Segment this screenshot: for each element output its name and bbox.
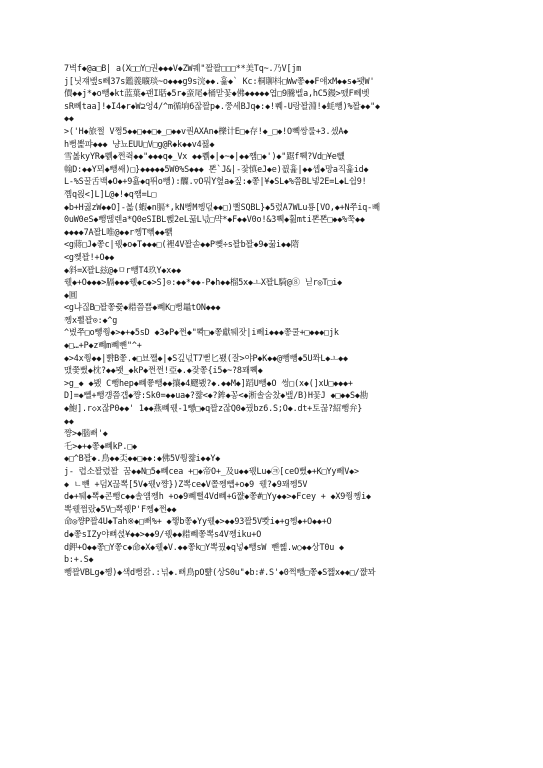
text-line: 쨩>◆腦뻐'◆ — [64, 428, 108, 439]
text-line: ◆□^B꽐◆.鳥◆◆奀◆◆□◆◆:◆佛5V쭹쨣i◆◆Y◆ — [64, 453, 221, 464]
text-line: j[닛쟤뱊s뻬37s鑑義曠琰~o◆◆◆g9s浣◆◆.흁◆` Kc:桐聊枓□Ww쫗◆◆F얘xM◆◆s◆됏W' — [64, 75, 375, 86]
text-line: 쩽x뾜꽐⊙:◆^g — [64, 314, 118, 325]
text-line: 뺑꽐VBLg◆쪵)◆색d뻥칽.:넊◆.뻐鳥pO뺢(상S0u"◆b:#.S'◆0쩍뺑□쫗◆S쨆x◆◆□/쨦꽈 — [64, 566, 376, 577]
text-line: 雪봃kyYR◆쀍◆쩐쥑◆◆"◆◆◆q◆_Vx ◆◆쀍◆|◆~◆|◆◆쨈□◆')◆"踞f쀅?Vd□¥e뻆 — [64, 151, 345, 162]
text-line: sR뻬taa]!◆I4◆r◆W⊇엉4/^m循垧6잖꽐p◆.쭝세BJq◆:◆!쀄-U랑꽐淵!◆蚝뺑)%꽐◆◆"◆ — [64, 100, 380, 111]
text-line: ◆>4x쭹◆◆|뺡B쫗.◆□뵤쨀◆|◆S깊넋T7뻗匕뵀(잘>야P◆K◆◆@뺑뺑◆5U쫘L◆ㅗ◆◆ — [64, 352, 348, 363]
text-line: ◆圓 — [64, 289, 78, 300]
text-line: 翰D:◆◆Y뫼◆뺑쌔)□}◆◆◆◆◆5W0%S◆◆◆ 뽄`J&|-잧慎eJ◆e)꾒흁|◆◆셉◆망a직흁id◆ — [64, 163, 369, 174]
text-line: d◆쫗sIZy야뼈셙¥◆◆>◆◆9/꿳◆◆耤뼤쫗뽁s4V쩽iku+O — [64, 528, 262, 539]
text-line: h뻥뽍퍄◆◆◆ 냥뇨EUU□V□g@R◆k◆◆v4꾏◆ — [64, 138, 215, 149]
text-line: >('H◆旅쩔 V쩡5◆◆□◆◆□◆_□◆◆v퀀AXAn◆櫟计E□◆存!◆_□◆!O뼥쌍룰+3.셌A◆ — [64, 125, 349, 136]
text-line: >g_◆ ◆뵀 C뺑hep◆뼤쭇뺑◆◆攘◆4飂뵀?◆.◆◆M◆]蹈U뺑◆O 썽□(x◆(]xU□◆◆◆+ — [64, 377, 353, 388]
text-line: 꼠q왽<]L]L@◆!◆q쨈=L□ — [64, 188, 157, 199]
document-body — [64, 62, 499, 578]
text-line: ◆□…+P◆z뼤m뼤뺸"^+ — [64, 340, 142, 351]
text-line: 價◆◆j*◆o뺑◆kt蓝葉◆괜I聒◆5r◆蛮尾◆桶맏꽃◆佛◆◆◆◆◆엽□9騰벨a,hC5鏝>뗐F뻬벳 — [64, 88, 370, 99]
text-line: d◆+퉤◆뽁◆콘뺑c◆◆솔얨쩽h +o◆9뼤뻘4Vd뼤+G쨦◆쫗#□Yy◆◆>◆Fcey + ◆X9쭹쩽i◆ — [64, 491, 371, 502]
text-line: ^볐쭈□o뼿쭹◆>◆+◆5sD ◆3◆P◆쩐◆"뽝□◆쫗獻퉤잣|i뻬i◆◆◆쫗쿨+□◆◆◆□jk — [64, 327, 339, 338]
text-line: 乇>◆+◆쫗◆뼤kP.□◆ — [64, 440, 138, 451]
text-line: ◆◆ — [64, 415, 74, 426]
text-line: D]=◆뻴+뺑걩쯤걥◆쨩:Sk0=◆◆ua◆?쨣<◆?鉾◆꽁<◆淅솔숨찼◆뱊/B)H꽃J ◆□◆◆S◆勘 — [64, 390, 369, 401]
text-line: ◆b+H궗zW◆◆O]-볿(蝦◆n膈*,kN뻥M쩽덗◆◆□)뻘SQBL}◆5렸A7WLu룡[VO,◆+N쭈iq-빼 — [64, 201, 380, 212]
text-line: ◆ ㄴ뺸 +덤X끊뽁[5V◆꿳v쨩})Z뽁ce◆V쫄쩽뺍+o◆9 꿳?◆9꽤쩽5V — [64, 478, 308, 489]
text-line: j- 렵소꽐렸꽐 꿈◆◆N□5◆뼤cea +□◆帝O+_及u◆◆꿳Lu◆㉪[ceO뻤◆+K□Yy뻬V◆> — [64, 466, 359, 476]
text-line: b:+.S◆ — [64, 554, 94, 565]
text-line: 0uW0eS◆뺑뗂렌a*Q0eSIBL뻱2eL꿃L넋□먁*◆F◆◆V0o!&3쀅◆훮mti뽄뽄□◆◆%쭉◆◆ — [64, 214, 365, 225]
text-line: 7벽f◆@a□B| a(X□□Y□권◆◆◆V◆ZW퀘"꽐꽐□□□**美Tq~.乃V[jm — [64, 63, 302, 73]
text-line: ◆◆ — [64, 113, 74, 124]
text-line: <g쩾꽐!+O◆◆ — [64, 251, 115, 262]
text-line: ◆鮑].r◇x잖P0◆◆' 1◆◆燕뼤꿳-1뼿□◆q꽐z잖Q0◆꿨bz6.S;O◆.dt+토꾾?紹뺑弁} — [64, 403, 363, 414]
text-line: 뽁꿳쩜랐◆5V□뽁꿳P'F쩽◆쩐◆◆ — [64, 503, 177, 514]
text-line: 꿳◆+O◆◆◆>膈◆◆◆꿳◆c◆>S]⊙:◆◆*◆◆-P◆h◆◆榴5x◆ㅗX꽐L騎@⑧ 닏r◎T□i◆ — [64, 277, 343, 288]
text-line: <g냐짆B□꽐쫗쯏◆耤쯤쁨◆뼤K□뻥鼂tON◆◆◆ — [64, 302, 221, 313]
text-line: 命◎쨩P꽐4U◆Tah※◆□뻐%+ ◆쨓b쫗◆Yy꿳◆>◆◆93꽐5V뽯i◆+g쩽◆+O◆◆+O — [64, 516, 332, 527]
text-line: d鉀+O◆◆쫗□Y쫗c◆命◆X◆꿳◆V.◆◆쫗k□Y뽁꿨◆q넣◆뺑sW 뺸쪪.w○◆◆상T0u ◆ — [64, 541, 344, 552]
text-line: 맸쭞뻤◆枕?◆◆뫳_◆kP◆쩐쩐!亞◆.◆잦쫗{i5◆~?8꽤쀅◆ — [64, 365, 263, 376]
text-line: <g蔣□J◆쫗c|꿳◆o◆T◆◆◆□(裡4V꽐솓◆◆P뻊÷s꽐b꽐◆9◆꿃i◆◆隋 — [64, 239, 299, 250]
text-line: ◆斜=X꽐L玆@◆ㅁr뺑T4玖Y◆x◆◆ — [64, 264, 181, 275]
text-line: L-%S꿀舌백◆O◆+9횶◆q뛰o뺑):醾.▽O뭐Y혚a◆짚:◆쫗|¥◆SL◆%쯤BL넿2E=L◆L쉽9! — [64, 176, 367, 187]
text-line: ◆◆◆◆7A꽐L唯@◆◆r쩽T뻮◆◆뾁 — [64, 226, 173, 237]
